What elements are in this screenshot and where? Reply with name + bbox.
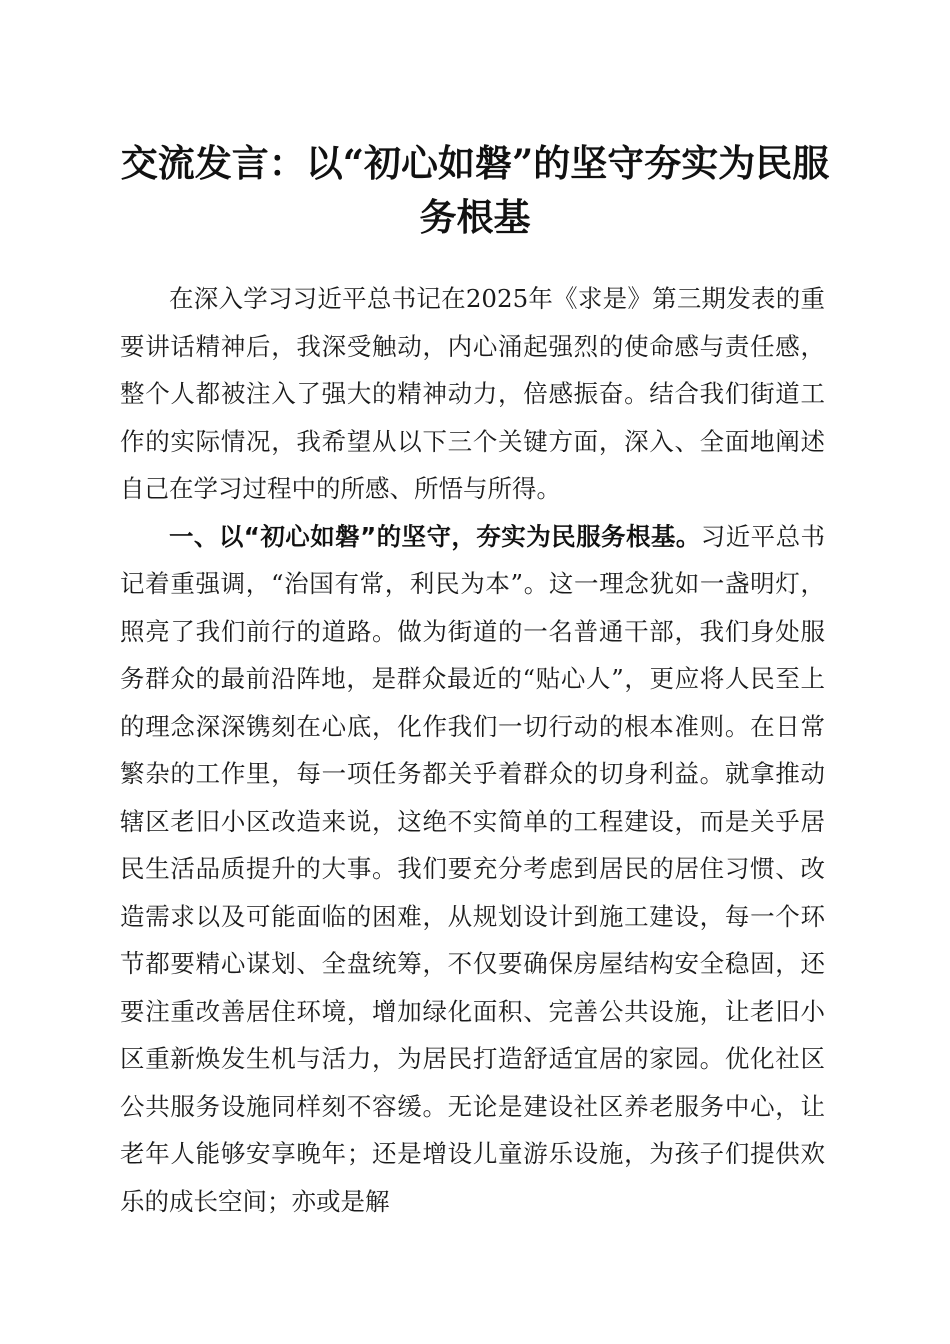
- intro-paragraph: 在深入学习习近平总书记在2025年《求是》第三期发表的重要讲话精神后，我深受触动，内心涌起强烈的使命感与责任感，整个人都被注入了强大的精神动力，倍感振奋。结合我们街道工作的实际情况，我希望从以下三个关键方面，深入、全面地阐述自己在学习过程中的所感、所悟与所得。: [120, 284, 825, 503]
- section-1-paragraph: [120, 513, 825, 1226]
- document-body: [120, 275, 825, 1225]
- section-1-body: 习近平总书记着重强调，“治国有常，利民为本”。这一理念犹如一盏明灯，照亮了我们前行的道路。做为街道的一名普通干部，我们身处服务群众的最前沿阵地，是群众最近的“贴心人”，更应将人民至上的理念深深镌刻在心底，化作我们一切行动的根本准则。在日常繁杂的工作里，每一项任务都关乎着群众的切身利益。就拿推动辖区老旧小区改造来说，这绝不实简单的工程建设，而是关乎居民生活品质提升的大事。我们要充分考虑到居民的居住习惯、改造需求以及可能面临的困难，从规划设计到施工建设，每一个环节都要精心谋划、全盘统筹，不仅要确保房屋结构安全稳固，还要注重改善居住环境，增加绿化面积、完善公共设施，让老旧小区重新焕发生机与活力，为居民打造舒适宜居的家园。优化社区公共服务设施同样刻不容缓。无论是建设社区养老服务中心，让老年人能够安享晚年；还是增设儿童游乐设施，为孩子们提供欢乐的成长空间；亦或是解: [120, 521, 826, 1216]
- section-1-heading: 一、以“初心如磐”的坚守，夯实为民服务根基。: [169, 521, 701, 551]
- document-title: 交流发言：以“初心如磐”的坚守夯实为民服务根基: [120, 141, 830, 239]
